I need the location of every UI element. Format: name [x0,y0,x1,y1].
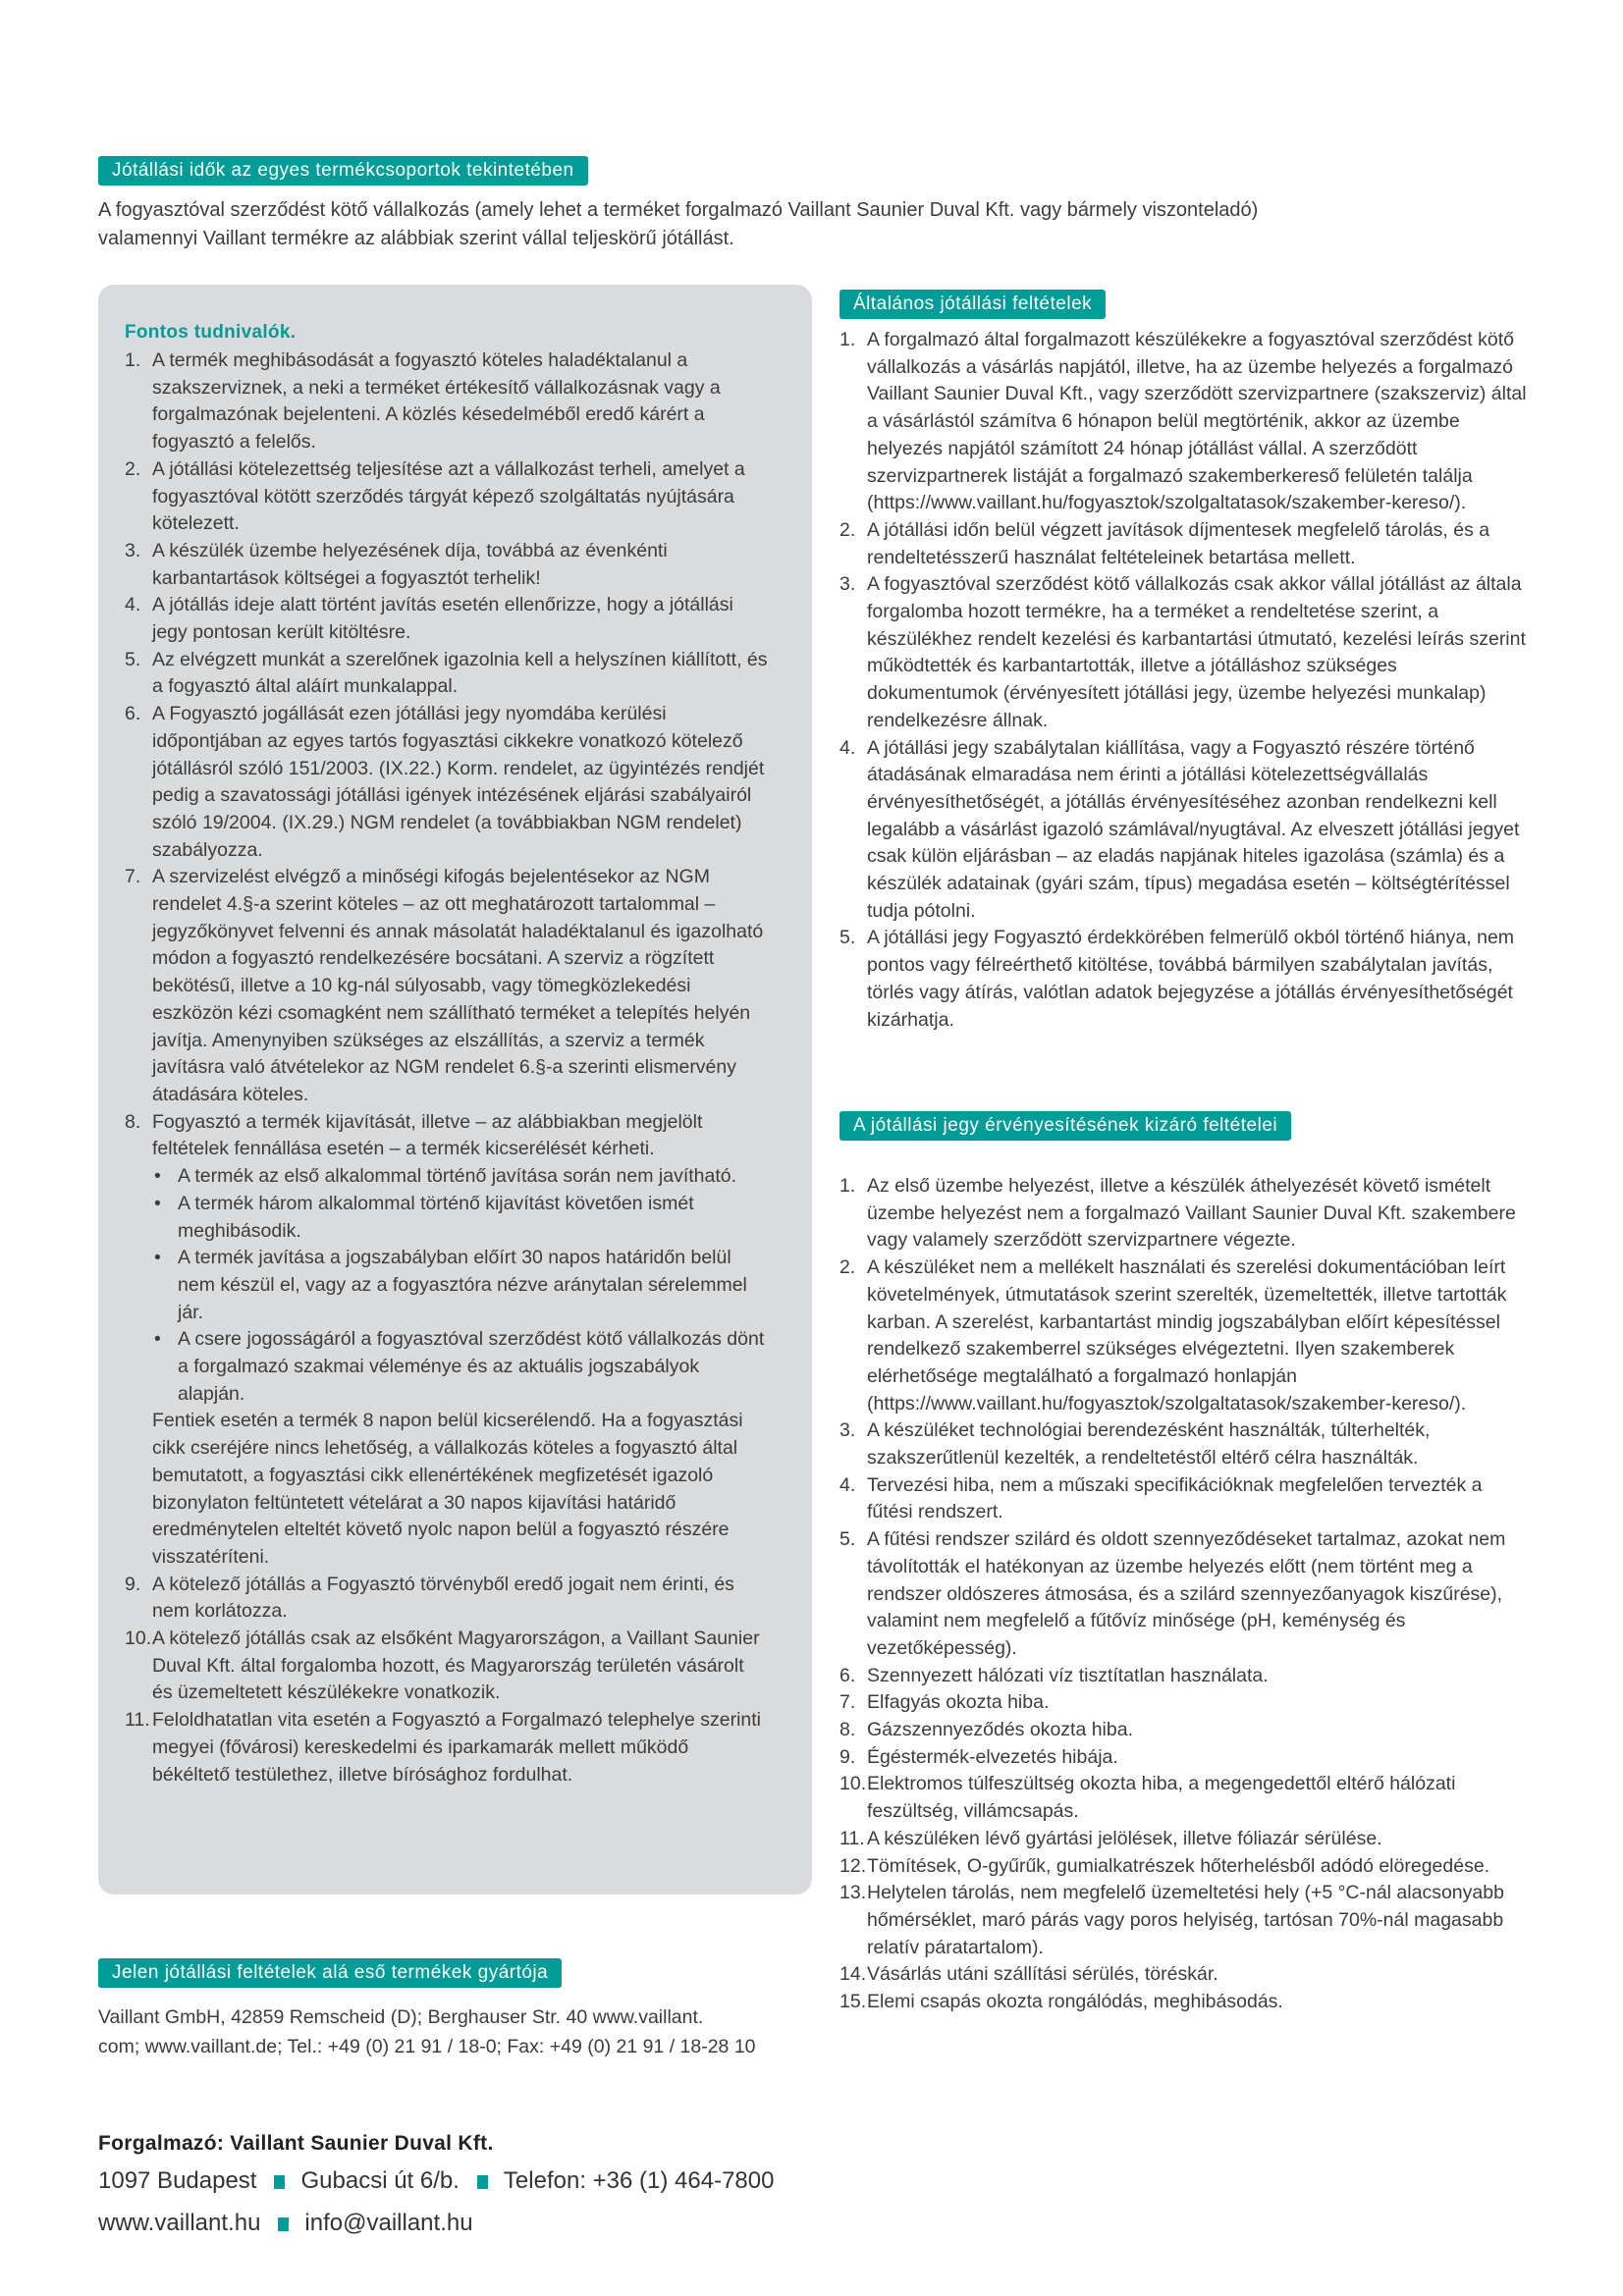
item-number: 2. [839,1256,856,1279]
list-item [125,1572,768,1626]
bullet-text: A termék javítása a jogszabályban előírt 30 napos határidőn belül nem készül el, vagy az a fogyasztóra nézve aránytalan sérelemmel jár. [178,1247,747,1323]
distributor-street: Gubacsi út 6/b. [300,2167,460,2194]
distributor-contact-line [98,2210,473,2237]
item-text: Gázszennyeződés okozta hiba. [867,1719,1134,1741]
item-number: 3. [125,539,141,561]
item-number: 15. [839,1991,867,2013]
list-item [125,864,768,1108]
item-text: A jótállási kötelezettség teljesítése azt a vállalkozást terheli, amelyet a fogyasztóval kötött szerződés tárgyát képező szolgáltatás nyújtására kötelezett. [152,457,745,535]
item-text: Vásárlás utáni szállítási sérülés, töréskár. [867,1963,1218,1986]
item-number: 1. [839,1175,856,1197]
list-item [125,1626,768,1707]
distributor-phone: Telefon: +36 (1) 464-7800 [503,2167,775,2194]
item-text: Fogyasztó a termék kijavítását, illetve – az alábbiakban megjelölt feltételek fennállása esetén – a termék kicserélését kérheti. [152,1110,703,1160]
item-text: A készüléken lévő gyártási jelölések, illetve fóliazár sérülése. [867,1827,1382,1849]
bullet-text: A termék az első alkalommal történő javítása során nem javítható. [178,1165,737,1188]
item-text: Tervezési hiba, nem a műszaki specifikációknak megfelelően tervezték a fűtési rendszert. [867,1473,1483,1523]
list-item [839,925,1527,1034]
list-item [839,735,1527,926]
list-item [125,592,768,646]
item-text: Feloldhatatlan vita esetén a Fogyasztó a Forgalmazó telephelye szerinti megyei (fővárosi) kereskedelmi és iparkamarák mellett működő békéltető testülethez, illetve bírósághoz fordulhat. [152,1709,762,1786]
section-heading-manufacturer: Jelen jótállási feltételek alá eső termékek gyártója [98,1958,562,1988]
item-number: 5. [125,648,141,670]
bullet-item [154,1245,768,1326]
list-item [125,1707,768,1789]
list-item [839,1961,1527,1989]
list-item [125,347,768,456]
important-notes-list [125,347,768,1789]
item-text: Tömítések, O-gyűrűk, gumialkatrészek hőterhelésből adódó elöregedése. [867,1854,1490,1877]
item-text: Az elvégzett munkát a szerelőnek igazolnia kell a helyszínen kiállított, és a fogyasztó által aláírt munkalappal. [152,648,768,698]
item-number: 1. [125,349,141,371]
item-number: 11. [839,1827,865,1849]
list-item [125,456,768,538]
item-text: A fűtési rendszer szilárd és oldott szennyeződéseket tartalmaz, azokat nem távolították el hatékonyan az üzembe helyezés előtt (nem történt meg a rendszer oldószeres átmosása, és a szilárd szennyezőanyagok kiszűrése), valamint nem megfelelő a fűtővíz minősége (pH, keménység és vezetőképesség). [867,1528,1506,1659]
bullet-icon: • [154,1192,161,1214]
item-number: 6. [125,703,141,725]
item-text: A forgalmazó által forgalmazott készülékekre a fogyasztóval szerződést kötő vállalkozás a vásárlás napjától, illetve, ha az üzembe helyezés a forgalmazó Vaillant Saunier Duval Kft., vagy szerződött szervizpartnere (szakszerviz) által a vásárlástól számítva 6 hónapon belül megtörténik, akkor az üzembe helyezés napjától számított 24 hónap jótállást vállal. A szerződött szervizpartnerek listáját a forgalmazó szakemberkereső felületén találja (https://www.vaillant.hu/fogyasztok/szolgaltatasok/szakember-kereso/). [867,329,1527,514]
item-number: 3. [839,1419,856,1442]
bullet-item [154,1191,768,1245]
item-text: Elemi csapás okozta rongálódás, meghibásodás. [867,1991,1283,2013]
item-text: Elektromos túlfeszültség okozta hiba, a megengedettől eltérő hálózati feszültség, villámcsapás. [867,1773,1456,1823]
general-conditions-list [839,327,1527,1034]
list-item [839,1663,1527,1690]
section-heading-exclusions: A jótállási jegy érvényesítésének kizáró feltételei [839,1111,1291,1141]
list-item [839,327,1527,517]
item-text: A jótállási jegy Fogyasztó érdekkörében felmerülő okból történő hiánya, nem pontos vagy félreérthető kitöltése, továbbá bármilyen szabálytalan javítás, törlés vagy átírás, valótlan adatok bejegyzése a jótállás érvényesíthetőségét kizárhatja. [867,927,1515,1031]
section-heading-general-conditions: Általános jótállási feltételek [839,290,1106,319]
item-number: 5. [839,1528,856,1551]
list-item [839,571,1527,734]
manufacturer-text [98,2002,825,2061]
item-number: 4. [125,594,141,616]
item-number: 12. [839,1854,867,1877]
item-text: A jótállási időn belül végzett javítások díjmentesek megfelelő tárolás, és a rendeltetésszerű használat feltételeinek betartása mellett. [867,518,1490,568]
bullet-text: A termék három alkalommal történő kijavítást követően ismét meghibásodik. [178,1192,694,1242]
list-item [839,1472,1527,1526]
item8-tail-text: Fentiek esetén a termék 8 napon belül kicserélendő. Ha a fogyasztási cikk cseréjére nincs lehetőség, a vállalkozás köteles a fogyasztó által bemutatott, a fogyasztási cikk ellenértékének megfizetését igazoló bizonylaton feltüntetett vételárat a 30 napos kijavítási határidő eredménytelen elteltét követő nyolc napon belül a fogyasztó részére visszatéríteni. [152,1410,743,1568]
item-text: Helytelen tárolás, nem megfelelő üzemeltetési hely (+5 °C-nál alacsonyabb hőmérséklet, maró párás vagy poros helyiség, tartósan 70%-nál magasabb relatív páratartalom). [867,1882,1504,1958]
item-number: 9. [839,1745,856,1768]
separator-square-icon [274,2175,285,2189]
replacement-conditions-list [152,1163,768,1408]
section-heading-warranty-periods: Jótállási idők az egyes termékcsoportok tekintetében [98,156,588,186]
list-item [125,701,768,864]
item-text: A jótállás ideje alatt történt javítás esetén ellenőrizze, hogy a jótállási jegy pontosan került kitöltésre. [152,594,733,644]
item-number: 7. [125,866,141,888]
list-item [839,1689,1527,1717]
list-item [839,1173,1527,1255]
list-item [839,1526,1527,1663]
list-item [125,647,768,701]
item-number: 4. [839,1473,856,1496]
item-text: A kötelező jótállás csak az elsőként Magyarországon, a Vaillant Saunier Duval Kft. által forgalomba hozott, és Magyarország területén vásárolt és üzemeltetett készülékekre vonatkozik. [152,1628,760,1704]
list-item [839,1771,1527,1825]
list-item [125,538,768,592]
list-item [125,1109,768,1572]
list-item [839,1853,1527,1881]
item-text: A készüléket technológiai berendezésként használták, túlterhelték, szakszerűtlenül kezelték, a rendeltetéstől eltérő célra használták. [867,1419,1431,1469]
item-text: A készülék üzembe helyezésének díja, továbbá az évenkénti karbantartások költségei a fogyasztót terhelik! [152,539,668,589]
item-text: A szervizelést elvégző a minőségi kifogás bejelentésekor az NGM rendelet 4.§-a szerint köteles – az ott meghatározott tartalommal – jegyzőkönyvet felvenni és annak másolatát haladéktalanul és igazolható módon a fogyasztó rendelkezésére bocsátani. A szerviz a rögzített bekötésű, illetve a 10 kg-nál súlyosabb, vagy tömegközlekedési eszközön kézi csomagként nem szállítható terméket a telepítés helyén javítja. Amenynyiben szükséges az elszállítás, a szerviz a termék javításra való átvételekor az NGM rendelet 6.§-a szerinti elismervény átadására köteles. [152,866,764,1105]
item-text: A fogyasztóval szerződést kötő vállalkozás csak akkor vállal jótállást az általa forgalomba hozott termékre, ha a terméket a rendeltetése szerint, a készülékhez rendelt kezelési és karbantartási útmutató, kezelési leírás szerint működtették és karbantartották, illetve a jótálláshoz szükséges dokumentumok (érvényesített jótállási jegy, üzembe helyezési munkalap) rendelkezésre állnak. [867,573,1526,731]
intro-line-1: A fogyasztóval szerződést kötő vállalkozás (amely lehet a terméket forgalmazó Vaillant Saunier Duval Kft. vagy bármely viszonteladó) [98,199,1259,221]
item-text: Szennyezett hálózati víz tisztítatlan használata. [867,1664,1269,1686]
item-text: Égéstermék-elvezetés hibája. [867,1745,1118,1768]
distributor-email-link[interactable]: info@vaillant.hu [304,2210,473,2236]
list-item [839,1744,1527,1772]
list-item [839,1989,1527,2016]
distributor-address-line [98,2167,774,2195]
intro-text [98,196,1522,253]
item-text: A kötelező jótállás a Fogyasztó törvényből eredő jogait nem érinti, és nem korlátozza. [152,1573,734,1623]
manufacturer-line-1: Vaillant GmbH, 42859 Remscheid (D); Berghauser Str. 40 www.vaillant. [98,2006,704,2028]
item-number: 1. [839,329,856,350]
item-number: 10. [125,1628,152,1650]
item-number: 2. [125,457,141,480]
item-number: 7. [839,1691,856,1714]
list-item [839,1880,1527,1961]
important-notes-title: Fontos tudnivalók. [125,322,297,343]
list-item [839,1417,1527,1471]
item-text: A termék meghibásodását a fogyasztó köteles haladéktalanul a szakszerviznek, a neki a terméket értékesítő vállalkozásnak vagy a forgalmazónak bejelenteni. A közlés késedelméből eredő kárért a fogyasztó a felelős. [152,349,721,454]
bullet-text: A csere jogosságáról a fogyasztóval szerződést kötő vállalkozás dönt a forgalmazó szakmai véleménye és az aktuális jogszabályok alapján. [178,1328,765,1405]
separator-square-icon [477,2175,488,2189]
distributor-title: Forgalmazó: Vaillant Saunier Duval Kft. [98,2132,494,2155]
bullet-icon: • [154,1165,161,1188]
separator-square-icon [278,2217,289,2231]
distributor-city: 1097 Budapest [98,2167,257,2194]
list-item [839,1255,1527,1417]
item-number: 8. [839,1719,856,1741]
item-number: 6. [839,1664,856,1686]
item-number: 14. [839,1963,867,1986]
exclusions-list [839,1173,1527,2016]
item-number: 10. [839,1773,867,1795]
item-number: 13. [839,1882,867,1904]
list-item [839,1826,1527,1853]
item-number: 2. [839,518,856,541]
bullet-item [154,1326,768,1408]
manufacturer-line-2: com; www.vaillant.de; Tel.: +49 (0) 21 91 / 18-0; Fax: +49 (0) 21 91 / 18-28 10 [98,2036,756,2057]
list-item [839,517,1527,571]
distributor-website-link[interactable]: www.vaillant.hu [98,2210,261,2236]
item-number: 8. [125,1110,141,1133]
item-text: A jótállási jegy szabálytalan kiállítása, vagy a Fogyasztó részére történő átadásának elmaradása nem érinti a jótállási kötelezettségvállalás érvényesíthetőségét, a jótállás érvényesítéséhez azonban rendelkezni kell legalább a vásárlást igazoló számlával/nyugtával. Az elveszett jótállási jegyet csak külön eljárásban – az eladás napjának hiteles igazolása (számla) és a készülék adatainak (gyári szám, típus) megadása esetén – költségtérítéssel tudja pótolni. [867,736,1520,922]
intro-line-2: valamennyi Vaillant termékre az alábbiak szerint vállal teljeskörű jótállást. [98,228,734,249]
item-text: Elfagyás okozta hiba. [867,1691,1050,1714]
list-item [839,1717,1527,1744]
item-number: 5. [839,927,856,949]
item-number: 3. [839,573,856,596]
item-number: 9. [125,1573,141,1595]
item-text: A Fogyasztó jogállását ezen jótállási jegy nyomdába kerülési időpontjában az egyes tartós fogyasztási cikkekre vonatkozó kötelező jótállásról szóló 151/2003. (IX.22.) Korm. rendelet, az ügyintézés rendjét pedig a szavatossági jótállási igények intézésének eljárási szabályairól szóló 19/2004. (IX.29.) NGM rendelet (a továbbiakban NGM rendelet) szabályozza. [152,703,765,861]
item-text: Az első üzembe helyezést, illetve a készülék áthelyezését követő ismételt üzembe helyezést nem a forgalmazó Vaillant Saunier Duval Kft. szakembere vagy valamely szerződött szervizpartnere végezte. [867,1175,1516,1252]
bullet-icon: • [154,1328,161,1351]
bullet-icon: • [154,1247,161,1269]
item-number: 4. [839,736,856,759]
bullet-item [154,1163,768,1191]
item-number: 11. [125,1709,150,1732]
item-text: A készüléket nem a mellékelt használati és szerelési dokumentációban leírt követelmények, útmutatások szerint szerelték, üzemeltették, illetve tartották karban. A szerelést, karbantartást mindig jogszabályban előírt képesítéssel rendelkező szakemberrel szükséges elvégeztetni. Ilyen szakemberek elérhetősége megtalálható a forgalmazó honlapján (https://www.vaillant.hu/fogyasztok/szolgaltatasok/szakember-kereso/). [867,1256,1507,1415]
